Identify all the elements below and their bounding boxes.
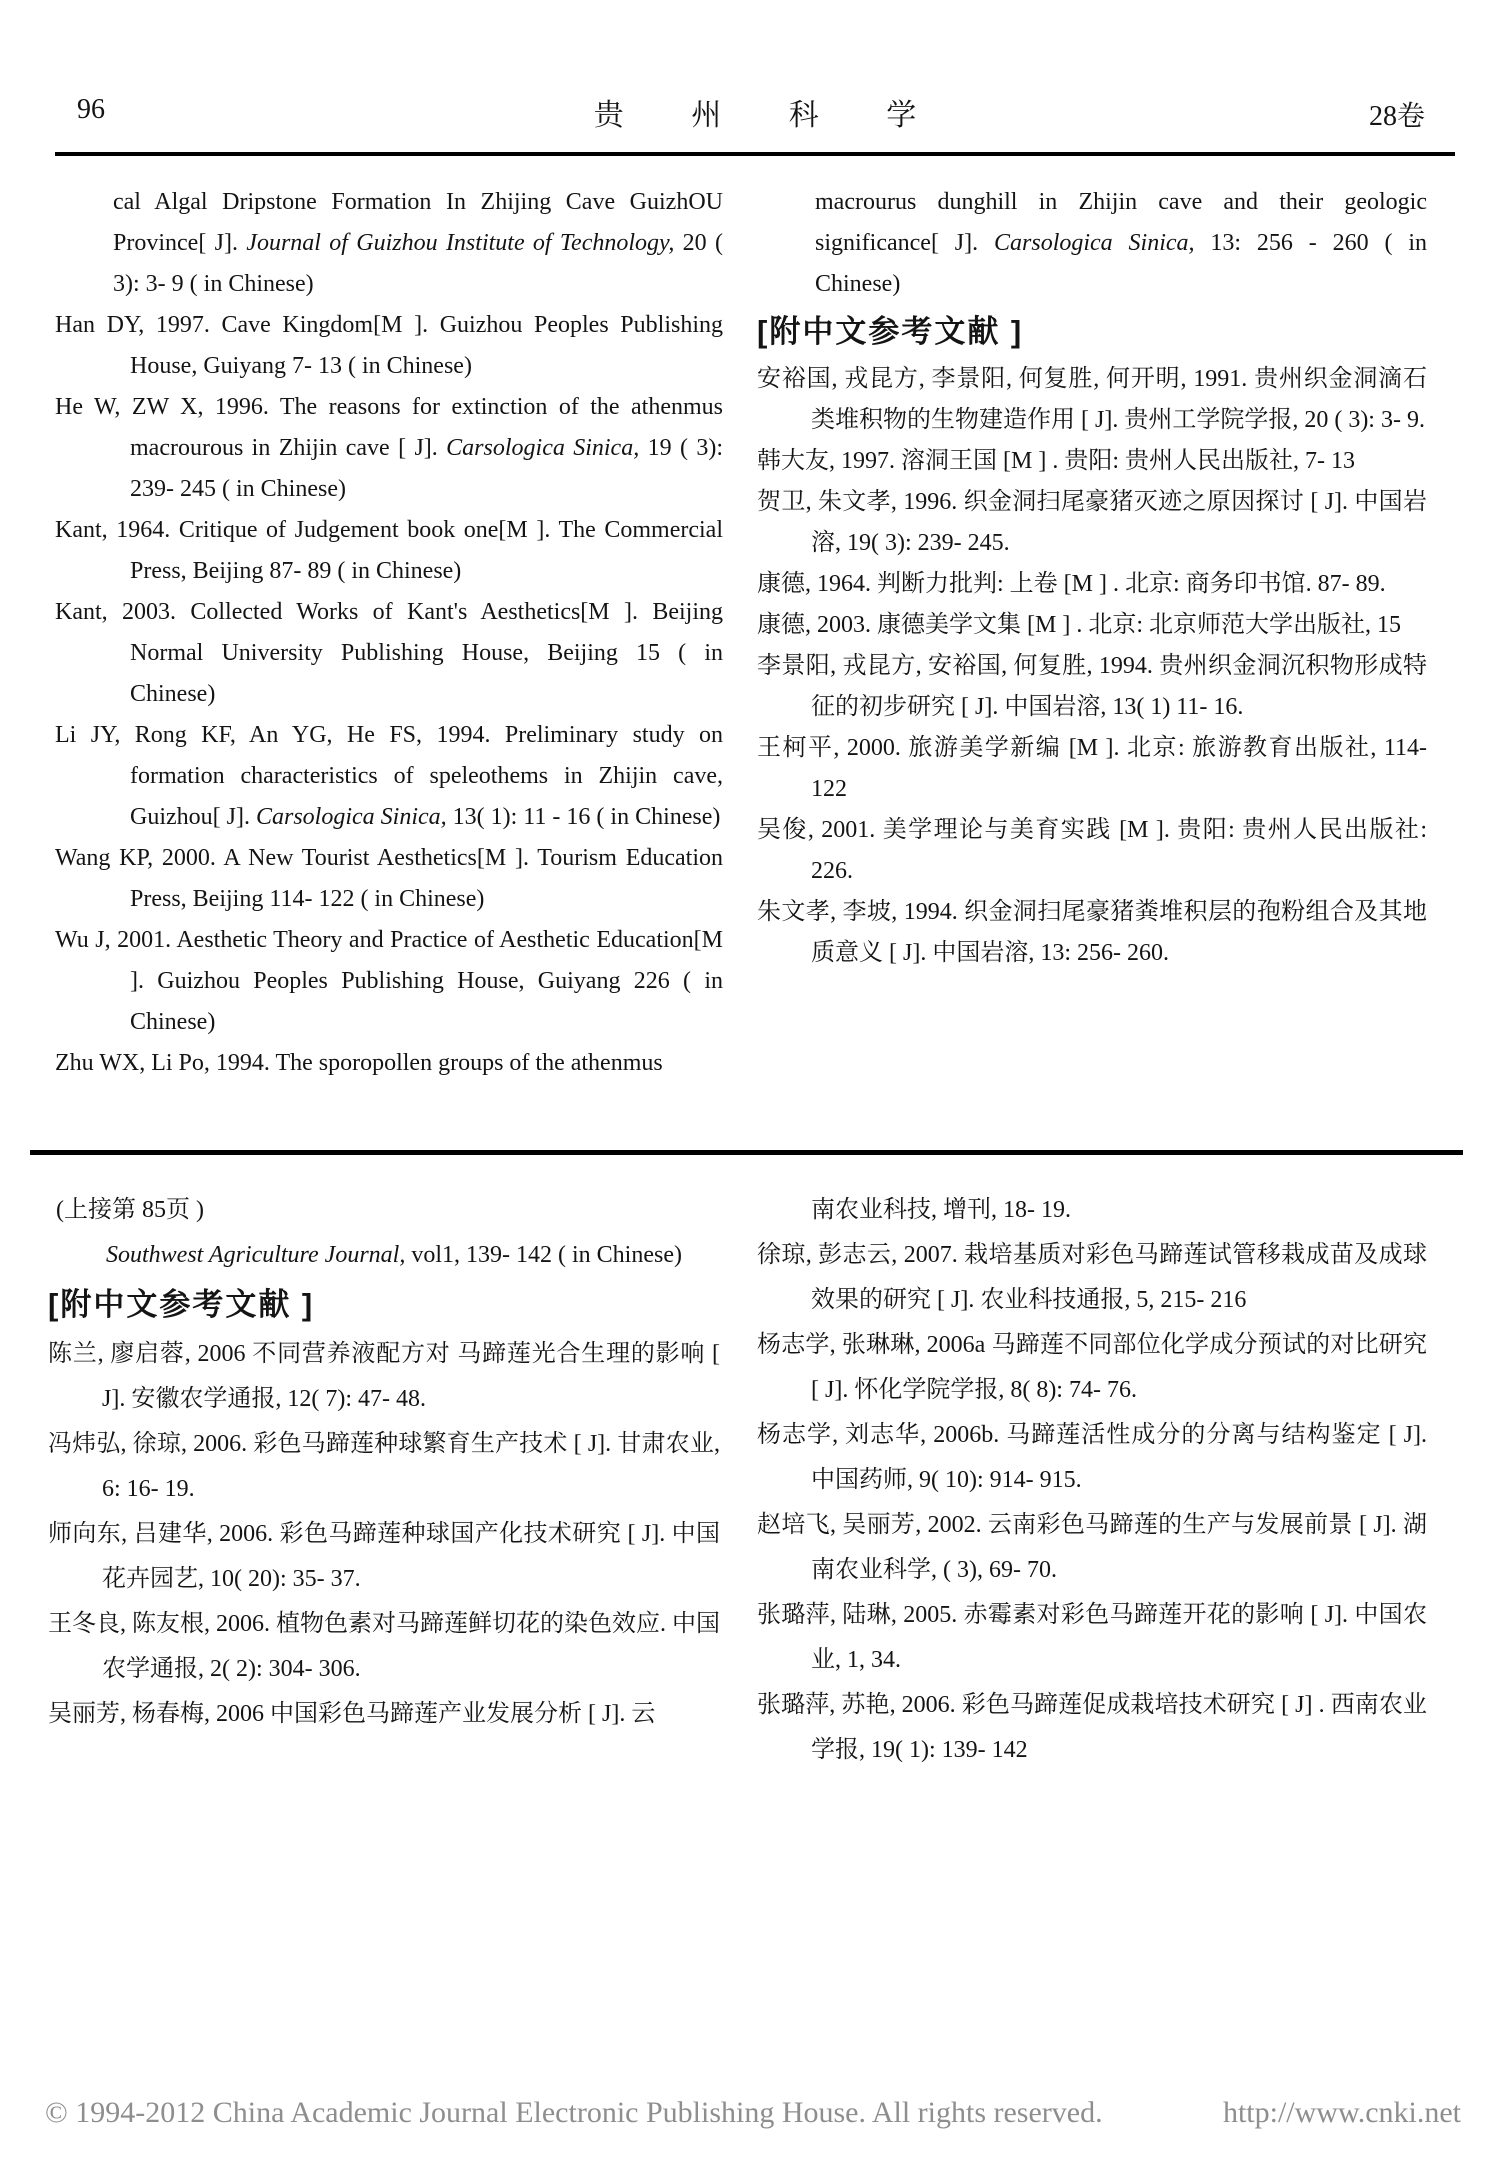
reference-item: 吴俊, 2001. 美学理论与美育实践 [M ]. 贵阳: 贵州人民出版社: 226. xyxy=(757,817,1427,884)
reference-item: He W, ZW X, 1996. The reasons for extinction of the athenmus macrourous in Zhijin cave [ J]. Carsologica Sinica, 19 ( 3): 239- 245 ( in Chinese) xyxy=(55,394,723,502)
reference-item: Han DY, 1997. Cave Kingdom[M ]. Guizhou Peoples Publishing House, Guiyang 7- 13 ( in Chinese) xyxy=(55,312,723,379)
reference-item: 吴丽芳, 杨春梅, 2006 中国彩色马蹄莲产业发展分析 [ J]. 云 xyxy=(48,1701,656,1727)
references-section-2 xyxy=(48,1188,1445,1788)
reference-item: 韩大友, 1997. 溶洞王国 [M ] . 贵阳: 贵州人民出版社, 7- 13 xyxy=(757,448,1355,474)
journal-title: 贵 州 科 学 xyxy=(593,99,947,132)
chinese-refs-heading: [附中文参考文献 ] xyxy=(48,1287,315,1322)
reference-item: 朱文孝, 李坡, 1994. 织金洞扫尾豪猪粪堆积层的孢粉组合及其地质意义 [ J]. 中国岩溶, 13: 256- 260. xyxy=(757,899,1427,966)
reference-item: Kant, 1964. Critique of Judgement book one[M ]. The Commercial Press, Beijing 87- 89 ( in Chinese) xyxy=(55,517,723,584)
reference-item: 师向东, 吕建华, 2006. 彩色马蹄莲种球国产化技术研究 [ J]. 中国花卉园艺, 10( 20): 35- 37. xyxy=(48,1521,720,1592)
copyright-text: © 1994-2012 China Academic Journal Electronic Publishing House. All rights reserved. xyxy=(45,2096,1103,2129)
reference-item: 安裕国, 戎昆方, 李景阳, 何复胜, 何开明, 1991. 贵州织金洞滴石类堆积物的生物建造作用 [ J]. 贵州工学院学报, 20 ( 3): 3- 9. xyxy=(757,366,1427,433)
reference-continuation: Southwest Agriculture Journal, vol1, 139- 142 ( in Chinese) xyxy=(106,1242,682,1268)
reference-item: 李景阳, 戎昆方, 安裕国, 何复胜, 1994. 贵州织金洞沉积物形成特征的初步研究 [ J]. 中国岩溶, 13( 1) 11- 16. xyxy=(757,653,1427,720)
reference-item: 陈兰, 廖启蓉, 2006 不同营养液配方对 马蹄莲光合生理的影响 [ J]. 安徽农学通报, 12( 7): 47- 48. xyxy=(48,1341,720,1412)
references-column-left xyxy=(48,1188,720,1737)
reference-item: 王冬良, 陈友根, 2006. 植物色素对马蹄莲鲜切花的染色效应. 中国农学通报, 2( 2): 304- 306. xyxy=(48,1611,720,1682)
reference-item: 张璐萍, 苏艳, 2006. 彩色马蹄莲促成栽培技术研究 [ J] . 西南农业学报, 19( 1): 139- 142 xyxy=(757,1692,1427,1763)
chinese-refs-heading: [附中文参考文献 ] xyxy=(757,314,1024,349)
reference-item: 徐琼, 彭志云, 2007. 栽培基质对彩色马蹄莲试管移栽成苗及成球效果的研究 [ J]. 农业科技通报, 5, 215- 216 xyxy=(757,1242,1427,1313)
reference-item: 赵培飞, 吴丽芳, 2002. 云南彩色马蹄莲的生产与发展前景 [ J]. 湖南农业科学, ( 3), 69- 70. xyxy=(757,1512,1427,1583)
reference-item: Kant, 2003. Collected Works of Kant's Aesthetics[M ]. Beijing Normal University Publishing House, Beijing 15 ( in Chinese) xyxy=(55,599,723,707)
references-section-1 xyxy=(55,182,1445,1132)
references-column-left xyxy=(55,182,723,1084)
reference-item: 贺卫, 朱文孝, 1996. 织金洞扫尾豪猪灭迹之原因探讨 [ J]. 中国岩溶, 19( 3): 239- 245. xyxy=(757,489,1427,556)
reference-item: Li JY, Rong KF, An YG, He FS, 1994. Preliminary study on formation characteristics of speleothems in Zhijin cave, Guizhou[ J]. Carsologica Sinica, 13( 1): 11 - 16 ( in Chinese) xyxy=(55,722,723,830)
section-divider xyxy=(30,1150,1463,1155)
continued-from-note: (上接第 85页 ) xyxy=(56,1197,204,1223)
reference-item: 张璐萍, 陆琳, 2005. 赤霉素对彩色马蹄莲开花的影响 [ J]. 中国农业, 1, 34. xyxy=(757,1602,1427,1673)
reference-item: 杨志学, 刘志华, 2006b. 马蹄莲活性成分的分离与结构鉴定 [ J]. 中国药师, 9( 10): 914- 915. xyxy=(757,1422,1427,1493)
references-column-right xyxy=(757,182,1427,974)
page-footer xyxy=(45,2096,1461,2130)
header-rule xyxy=(55,152,1455,156)
reference-item: 康德, 2003. 康德美学文集 [M ] . 北京: 北京师范大学出版社, 15 xyxy=(757,612,1401,638)
reference-continuation: macrourus dunghill in Zhijin cave and their geologic significance[ J]. Carsologica Sinica, 13: 256 - 260 ( in Chinese) xyxy=(815,189,1427,297)
reference-item: 王柯平, 2000. 旅游美学新编 [M ]. 北京: 旅游教育出版社, 114- 122 xyxy=(757,735,1427,802)
page-number: 96 xyxy=(77,94,105,125)
reference-item: 杨志学, 张琳琳, 2006a 马蹄莲不同部位化学成分预试的对比研究 [ J]. 怀化学院学报, 8( 8): 74- 76. xyxy=(757,1332,1427,1403)
reference-continuation: cal Algal Dripstone Formation In Zhijing Cave GuizhOU Province[ J]. Journal of Guizhou Institute of Technology, 20 ( 3): 3- 9 ( in Chinese) xyxy=(113,189,724,297)
reference-item: 冯炜弘, 徐琼, 2006. 彩色马蹄莲种球繁育生产技术 [ J]. 甘肃农业, 6: 16- 19. xyxy=(48,1431,720,1502)
references-column-right xyxy=(757,1188,1427,1773)
page-header xyxy=(55,88,1455,132)
reference-continuation: 南农业科技, 增刊, 18- 19. xyxy=(811,1197,1071,1223)
reference-item: Wu J, 2001. Aesthetic Theory and Practice of Aesthetic Education[M ]. Guizhou Peoples Publishing House, Guiyang 226 ( in Chinese) xyxy=(55,927,723,1035)
volume-number: 28卷 xyxy=(1368,101,1425,132)
reference-item: Wang KP, 2000. A New Tourist Aesthetics[M ]. Tourism Education Press, Beijing 114- 122 ( in Chinese) xyxy=(55,845,723,912)
reference-item: Zhu WX, Li Po, 1994. The sporopollen groups of the athenmus xyxy=(55,1050,663,1076)
reference-item: 康德, 1964. 判断力批判: 上卷 [M ] . 北京: 商务印书馆. 87- 89. xyxy=(757,571,1386,597)
cnki-link[interactable]: http://www.cnki.net xyxy=(1222,2096,1461,2129)
